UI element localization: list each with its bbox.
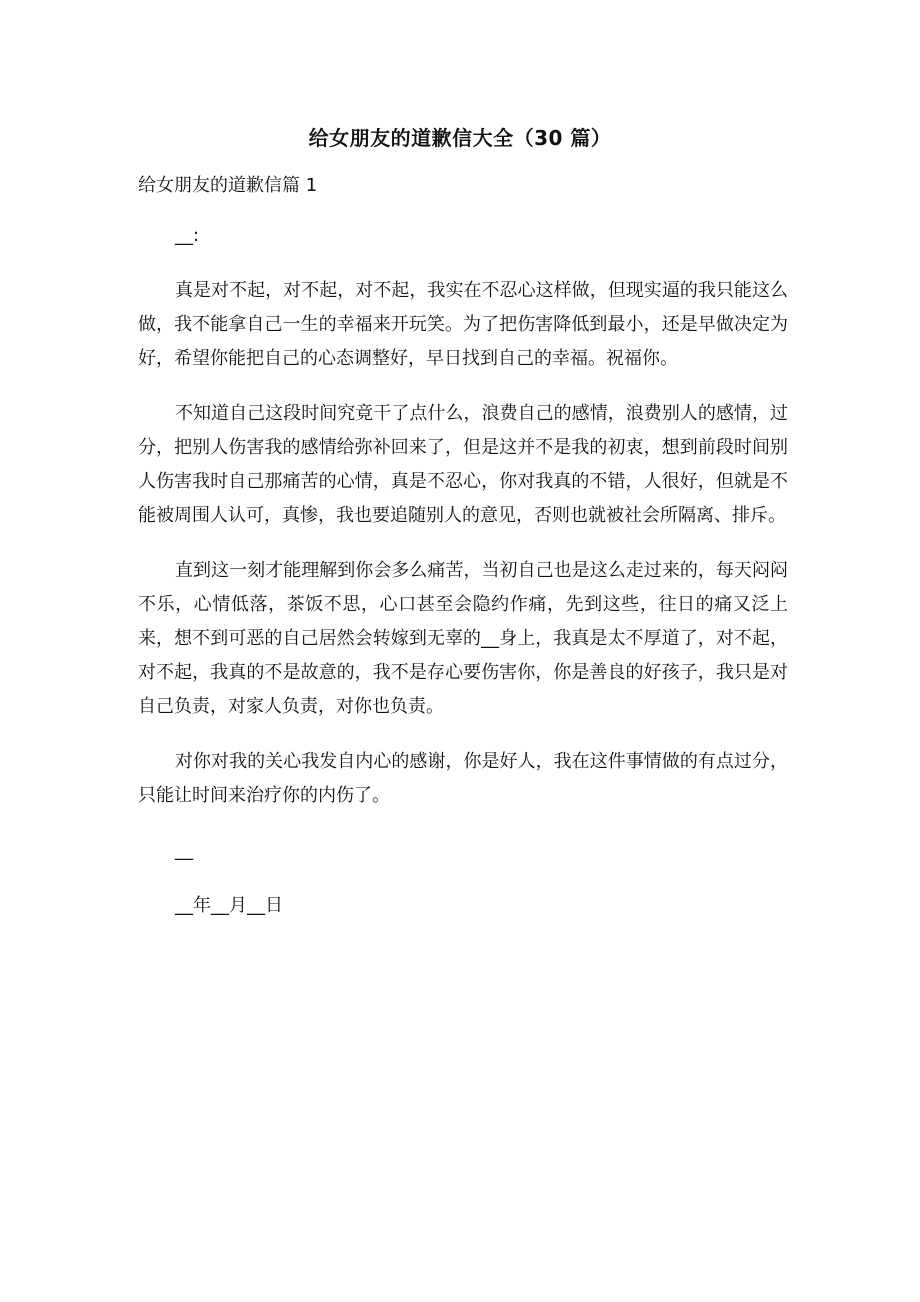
paragraph: 不知道自己这段时间究竟干了点什么，浪费自己的感情，浪费别人的感情，过分，把别人伤害我的感情给弥补回来了，但是这并不是我的初衷，想到前段时间别人伤害我时自己那痛苦的心情，真是不忍心，你对我真的不错，人很好，但就是不能被周围人认可，真惨，我也要追随别人的意见，否则也就被社会所隔离、排斥。 (138, 403, 788, 526)
date-line: __年__月__日 (175, 895, 283, 916)
section-heading: 给女朋友的道歉信篇 1 (138, 175, 318, 196)
signature: __ (175, 840, 193, 861)
salutation: __: (175, 225, 200, 246)
letter-body (138, 219, 788, 944)
document-title: 给女朋友的道歉信大全（30 篇） (308, 126, 612, 150)
paragraph: 真是对不起，对不起，对不起，我实在不忍心这样做，但现实逼的我只能这么做，我不能拿自己一生的幸福来开玩笑。为了把伤害降低到最小，还是早做决定为好，希望你能把自己的心态调整好，早日找到自己的幸福。祝福你。 (138, 280, 788, 369)
paragraph: 对你对我的关心我发自内心的感谢，你是好人，我在这件事情做的有点过分，只能让时间来治疗你的内伤了。 (138, 751, 788, 806)
paragraph: 直到这一刻才能理解到你会多么痛苦，当初自己也是这么走过来的，每天闷闷不乐，心情低落，茶饭不思，心口甚至会隐约作痛，先到这些，往日的痛又泛上来，想不到可恶的自己居然会转嫁到无辜的__身上，我真是太不厚道了，对不起，对不起，我真的不是故意的，我不是存心要伤害你，你是善良的好孩子，我只是对自己负责，对家人负责，对你也负责。 (138, 560, 788, 717)
